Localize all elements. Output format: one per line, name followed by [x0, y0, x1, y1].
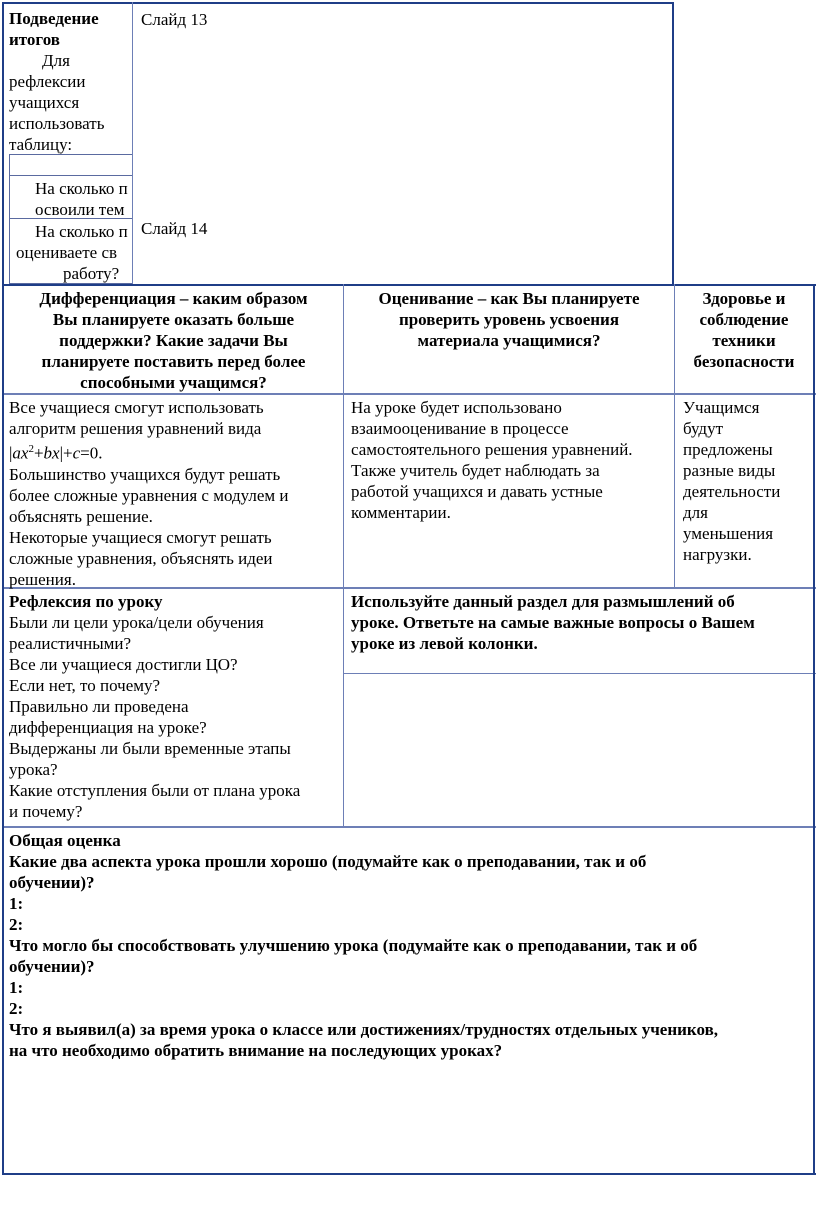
assessment-text: комментарии. [351, 503, 451, 522]
slide-13-label: Слайд 13 [141, 10, 208, 29]
mini-table-row [9, 218, 132, 284]
assessment-text: самостоятельного решения уравнений. [351, 440, 633, 459]
mini-table-text: На сколько п [35, 179, 128, 198]
summary-text: таблицу: [9, 135, 73, 154]
overall-cell [9, 830, 811, 1061]
formula-part: c [72, 443, 81, 463]
health-text: деятельности [683, 482, 781, 501]
health-text: уменьшения [683, 524, 774, 543]
mini-table-text: освоили тем [35, 200, 125, 219]
table-line-prompt-bottom [343, 673, 816, 674]
differentiation-text: решения. [9, 569, 76, 589]
header-text: материала учащимися? [417, 331, 601, 350]
table-line-left [2, 284, 4, 1175]
mini-table-header-row [9, 154, 132, 176]
formula-part: + [33, 443, 44, 463]
overall-question: обучении)? [9, 873, 95, 892]
header-text: способными учащимся? [80, 373, 267, 392]
differentiation-text: алгоритм решения уравнений вида [9, 419, 262, 438]
header-text: Дифференциация – каким образом [39, 289, 308, 308]
top-divider [132, 2, 133, 284]
header-text: Вы планируете оказать больше [52, 310, 295, 329]
overall-question: на что необходимо обратить внимание на последующих уроках? [9, 1041, 503, 1060]
table-line-header-bottom [2, 393, 816, 395]
reflection-prompt [351, 591, 813, 654]
formula-part: | [59, 443, 63, 463]
header-text: техники [712, 331, 776, 350]
health-header [675, 288, 813, 372]
health-text: Учащимся [683, 398, 760, 417]
reflection-prompt-text: Используйте данный раздел для размышлений об [351, 592, 735, 611]
differentiation-header [4, 288, 343, 393]
summary-text: рефлексии [9, 72, 86, 91]
table-line-reflection-bottom [2, 826, 816, 828]
header-text: Оценивание – как Вы планируете [378, 289, 640, 308]
table-line-right [813, 284, 815, 1175]
header-text: планируете поставить перед более [41, 352, 306, 371]
reflection-prompt-text: уроке из левой колонки. [351, 634, 538, 653]
differentiation-cell [9, 397, 343, 590]
overall-answer-label: 2: [9, 915, 24, 934]
overall-question: Что я выявил(а) за время урока о классе или достижениях/трудностях отдельных учеников, [9, 1020, 718, 1039]
overall-question: Какие два аспекта урока прошли хорошо (подумайте как о преподавании, так и об [9, 852, 647, 871]
mini-table-row [9, 175, 132, 219]
formula-part: =0. [80, 443, 103, 463]
reflection-cell [9, 591, 343, 822]
header-text: соблюдение [699, 310, 789, 329]
table-line-top [2, 284, 816, 286]
health-text: предложены [683, 440, 773, 459]
reflection-question: Выдержаны ли были временные этапы [9, 739, 291, 758]
formula-part: x [20, 443, 29, 463]
reflection-question: и почему? [9, 802, 83, 821]
formula-part: a [12, 443, 21, 463]
mini-table [9, 154, 132, 284]
health-text: нагрузки. [683, 545, 752, 564]
reflection-question: Если нет, то почему? [9, 676, 161, 695]
reflection-answer-area[interactable] [344, 675, 813, 826]
assessment-text: На уроке будет использовано [351, 398, 562, 417]
differentiation-text: сложные уравнения, объяснять идеи [9, 548, 273, 568]
assessment-text: Также учитель будет наблюдать за [351, 461, 600, 480]
health-text: для [683, 503, 708, 522]
formula-part: b [43, 443, 53, 463]
assessment-header [344, 288, 674, 351]
assessment-text: работой учащихся и давать устные [351, 482, 603, 501]
reflection-question: Все ли учащиеся достигли ЦО? [9, 655, 238, 674]
reflection-question: Какие отступления были от плана урока [9, 781, 301, 800]
differentiation-text: Большинство учащихся будут решать [9, 464, 281, 484]
overall-answer-label: 1: [9, 978, 24, 997]
header-text: безопасности [693, 352, 795, 371]
overall-question: Что могло бы способствовать улучшению урока (подумайте как о преподавании, так и об [9, 936, 698, 955]
reflection-question: реалистичными? [9, 634, 132, 653]
overall-title: Общая оценка [9, 831, 121, 850]
top-border-left [2, 2, 4, 284]
reflection-title: Рефлексия по уроку [9, 592, 163, 611]
top-border-top [2, 2, 674, 4]
header-text: поддержки? Какие задачи Вы [59, 331, 288, 350]
top-border-right [672, 2, 674, 284]
overall-answer-label: 1: [9, 894, 24, 913]
health-cell [683, 397, 811, 565]
equation-formula [9, 439, 343, 464]
summary-cell [9, 8, 131, 155]
differentiation-text: более сложные уравнения с модулем и [9, 485, 289, 505]
differentiation-text: Некоторые учащиеся смогут решать [9, 527, 272, 547]
summary-title: итогов [9, 30, 60, 49]
mini-table-text: оцениваете св [16, 243, 118, 262]
summary-text: Для [42, 51, 70, 70]
differentiation-text: Все учащиеся смогут использовать [9, 398, 264, 417]
reflection-question: Были ли цели урока/цели обучения [9, 613, 264, 632]
header-text: Здоровье и [702, 289, 786, 308]
reflection-prompt-text: уроке. Ответьте на самые важные вопросы о Вашем [351, 613, 755, 632]
assessment-text: взаимооценивание в процессе [351, 419, 569, 438]
reflection-question: дифференциация на уроке? [9, 718, 207, 737]
header-text: проверить уровень усвоения [398, 310, 620, 329]
mini-table-text: работу? [63, 264, 120, 283]
reflection-question: урока? [9, 760, 58, 779]
summary-text: использовать [9, 114, 105, 133]
summary-text: учащихся [9, 93, 80, 112]
slide-14-label: Слайд 14 [141, 219, 208, 238]
table-line-bottom [2, 1173, 816, 1175]
formula-part: | [9, 443, 13, 463]
health-text: будут [683, 419, 724, 438]
mini-table-text: На сколько п [35, 222, 128, 241]
reflection-question: Правильно ли проведена [9, 697, 189, 716]
summary-title: Подведение [9, 9, 99, 28]
formula-part: + [63, 443, 73, 463]
formula-part: x [52, 443, 60, 463]
overall-answer-label: 2: [9, 999, 24, 1018]
overall-question: обучении)? [9, 957, 95, 976]
assessment-cell [351, 397, 673, 523]
health-text: разные виды [683, 461, 776, 480]
differentiation-text: объяснять решение. [9, 506, 153, 526]
formula-exponent: 2 [28, 443, 34, 455]
